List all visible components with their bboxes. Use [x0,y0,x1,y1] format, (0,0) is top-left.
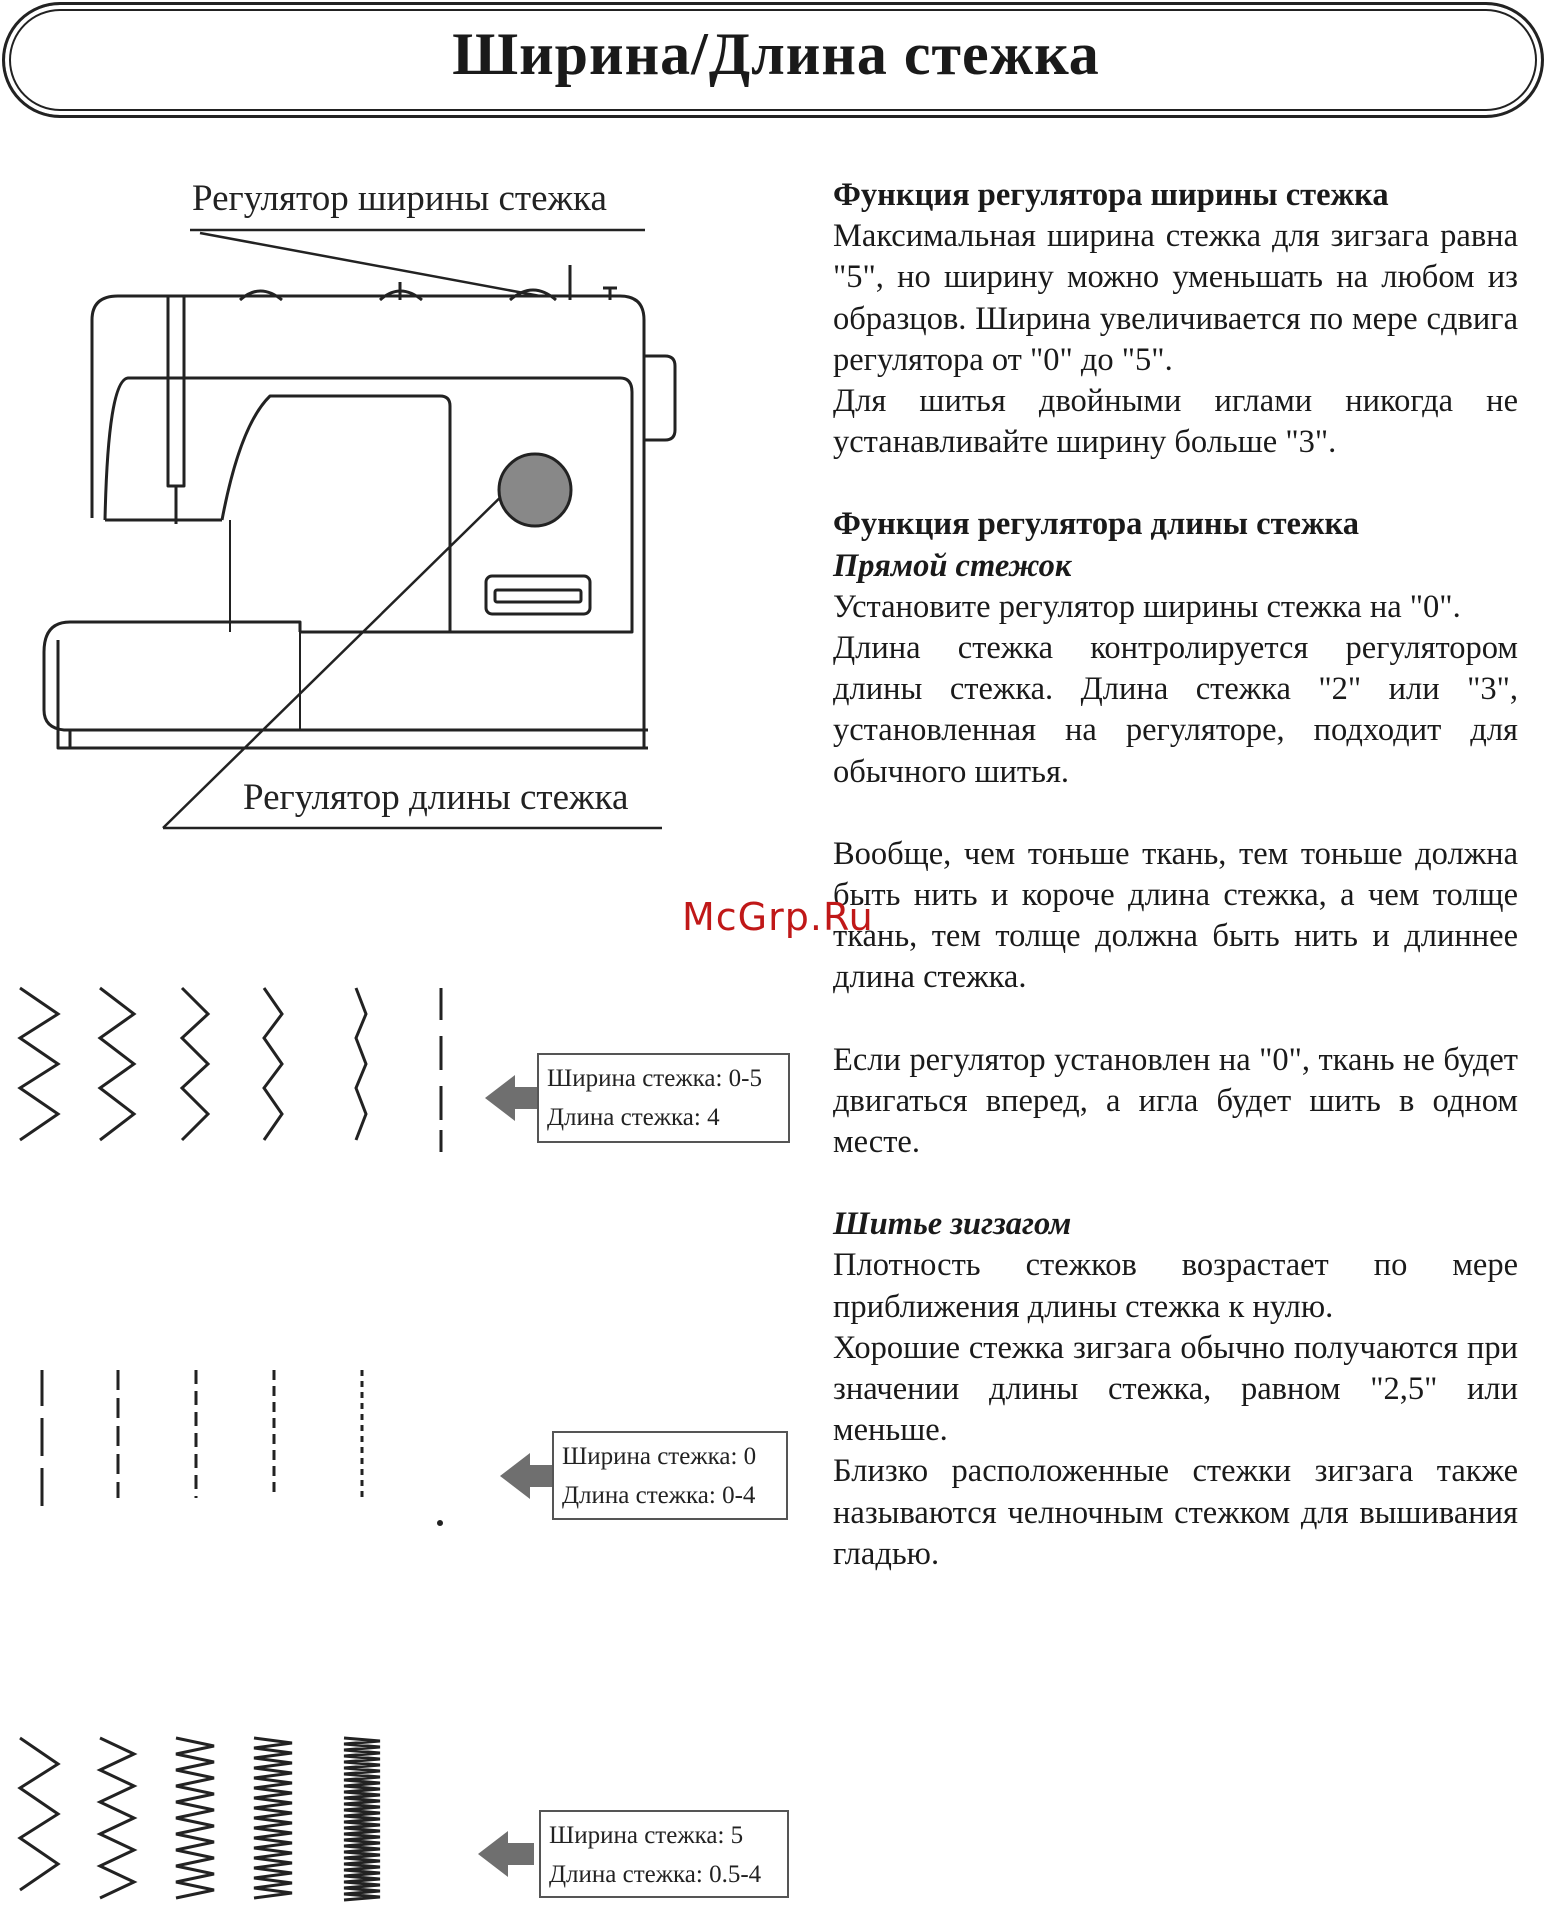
sewing-machine-illustration [0,0,830,880]
length-regulator-label: Регулятор длины стежка [243,777,629,818]
general-paragraph: Вообще, чем тоньше ткань, тем тоньше должна быть нить и короче длина стежка, а чем толще ткань, тем толще должна быть нить и длиннее длина стежка. [833,835,1518,996]
straight-paragraph-1: Установите регулятор ширины стежка на "0". [833,588,1461,625]
zigzag-paragraph-2: Хорошие стежка зигзага обычно получаются при значении длины стежка, равном "2,5" или меньше. [833,1329,1518,1449]
sample-1-width: Ширина стежка: 0-5 [547,1065,762,1092]
instructions-column [833,175,1518,1575]
straight-paragraph-2: Длина стежка контролируется регулятором длины стежка. Длина стежка "2" или "3", установленная на регуляторе, подходит для обычного шитья. [833,630,1518,790]
sample-3-width: Ширина стежка: 5 [549,1822,744,1849]
arrow-icon [500,1451,556,1501]
width-paragraph-2: Для шитья двойными иглами никогда не устанавливайте ширину больше "3". [833,383,1518,461]
watermark: McGrp.Ru [682,895,874,939]
sample-2-length: Длина стежка: 0-4 [562,1482,756,1509]
sample-3-settings [539,1810,789,1898]
width-heading: Функция регулятора ширины стежка [833,177,1389,213]
zigzag-paragraph-3: Близко расположенные стежки зигзага также называются челночным стежком для вышивания гладью. [833,1453,1518,1572]
sample-2-width: Ширина стежка: 0 [562,1443,757,1470]
arrow-icon [478,1829,534,1879]
sample-2-settings [552,1431,788,1520]
straight-length-samples [0,1360,470,1540]
zigzag-heading: Шитье зигзагом [833,1206,1072,1243]
sample-1-length: Длина стежка: 4 [547,1104,720,1131]
sample-1-settings [537,1053,790,1143]
straight-stitch-heading: Прямой стежок [833,547,1072,584]
zigzag-paragraph-1: Плотность стежков возрастает по мере приближения длины стежка к нулю. [833,1247,1518,1325]
zigzag-width-samples [0,980,470,1160]
sample-3-length: Длина стежка: 0.5-4 [549,1861,762,1888]
page-title: Ширина/Длина стежка [452,21,1100,87]
arrow-icon [485,1073,541,1123]
dense-zigzag-samples [0,1730,470,1907]
zero-setting-paragraph: Если регулятор установлен на "0", ткань не будет двигаться вперед, а игла будет шить в одном месте. [833,1041,1518,1161]
width-paragraph-1: Максимальная ширина стежка для зигзага равна "5", но ширину можно уменьшать на любом из образцов. Ширина увеличивается по мере сдвига регулятора от "0" до "5". [833,218,1518,378]
width-regulator-label: Регулятор ширины стежка [192,178,607,219]
length-heading: Функция регулятора длины стежка [833,506,1360,543]
